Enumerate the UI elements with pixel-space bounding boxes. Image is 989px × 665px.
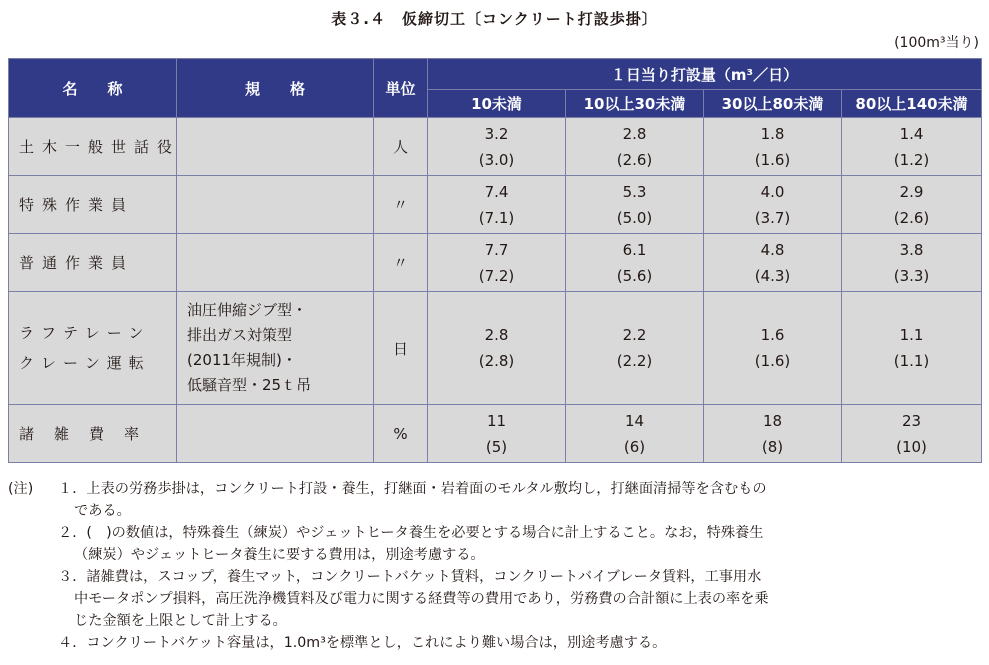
note-2: ２．( )の数値は，特殊養生（練炭）やジェットヒータ養生を必要とする場合に計上すること。なお，特殊養生 xyxy=(58,525,764,541)
table-row xyxy=(9,118,982,176)
cell-value: 5.3 (5.0) xyxy=(566,176,704,234)
cell-value: 2.8 (2.6) xyxy=(566,118,704,176)
cell-value: 1.8 (1.6) xyxy=(704,118,842,176)
unit-note: (100m³当り) xyxy=(894,35,979,51)
note-3-cont: 中モータポンプ損料，高圧洗浄機賃料及び電力に関する経費等の費用であり，労務費の合計額に上表の率を乗 xyxy=(74,591,769,607)
row-unit: 〃 xyxy=(374,234,428,292)
row-unit: % xyxy=(374,405,428,463)
note-3-cont: じた金額を上限として計上する。 xyxy=(74,613,287,629)
cell-value: 2.8 (2.8) xyxy=(428,292,566,405)
row-name: ラフテレーン クレーン運転 xyxy=(9,292,177,405)
header-spec: 規 格 xyxy=(177,59,374,118)
cell-value: 7.4 (7.1) xyxy=(428,176,566,234)
row-name: 諸雑費率 xyxy=(9,405,177,463)
cell-value: 11 (5) xyxy=(428,405,566,463)
row-spec xyxy=(177,118,374,176)
cell-value: 4.0 (3.7) xyxy=(704,176,842,234)
header-col-1: 10未満 xyxy=(428,90,566,118)
table-row xyxy=(9,234,982,292)
cell-value: 7.7 (7.2) xyxy=(428,234,566,292)
table-row xyxy=(9,176,982,234)
row-spec xyxy=(177,405,374,463)
notes xyxy=(8,478,983,654)
header-unit: 単位 xyxy=(374,59,428,118)
row-spec: 油圧伸縮ジブ型・ 排出ガス対策型 (2011年規制)・ 低騒音型・25ｔ吊 xyxy=(177,292,374,405)
header-col-2: 10以上30未満 xyxy=(566,90,704,118)
note-4: ４．コンクリートバケット容量は，1.0m³を標準とし，これにより難い場合は，別途考慮する。 xyxy=(58,635,667,651)
header-name: 名 称 xyxy=(9,59,177,118)
row-unit: 日 xyxy=(374,292,428,405)
header-daily-volume: １日当り打設量（m³／日） xyxy=(428,59,982,90)
header-col-4: 80以上140未満 xyxy=(842,90,982,118)
row-name: 土木一般世話役 xyxy=(9,118,177,176)
cell-value: 2.2 (2.2) xyxy=(566,292,704,405)
cell-value: 14 (6) xyxy=(566,405,704,463)
notes-label: (注) xyxy=(8,481,34,497)
row-unit: 〃 xyxy=(374,176,428,234)
note-1: １．上表の労務歩掛は，コンクリート打設・養生，打継面・岩着面のモルタル敷均し，打継面清掃等を含むもの xyxy=(58,481,767,497)
cell-value: 3.2 (3.0) xyxy=(428,118,566,176)
table-title: 表３.４ 仮締切工〔コンクリート打設歩掛〕 xyxy=(331,10,658,28)
table-row xyxy=(9,292,982,405)
note-2-cont: （練炭）やジェットヒータ養生に要する費用は，別途考慮する。 xyxy=(74,547,485,563)
table-row xyxy=(9,405,982,463)
row-spec xyxy=(177,234,374,292)
cell-value: 1.1 (1.1) xyxy=(842,292,982,405)
row-unit: 人 xyxy=(374,118,428,176)
cell-value: 1.6 (1.6) xyxy=(704,292,842,405)
note-3: ３．諸雑費は，スコップ，養生マット，コンクリートバケット賃料，コンクリートバイブレータ賃料，工事用水 xyxy=(58,569,762,585)
cell-value: 23 (10) xyxy=(842,405,982,463)
cell-value: 4.8 (4.3) xyxy=(704,234,842,292)
note-1-cont: である。 xyxy=(74,503,131,519)
row-name: 普通作業員 xyxy=(9,234,177,292)
cell-value: 6.1 (5.6) xyxy=(566,234,704,292)
row-spec xyxy=(177,176,374,234)
cell-value: 2.9 (2.6) xyxy=(842,176,982,234)
cell-value: 3.8 (3.3) xyxy=(842,234,982,292)
row-name: 特殊作業員 xyxy=(9,176,177,234)
cell-value: 1.4 (1.2) xyxy=(842,118,982,176)
header-col-3: 30以上80未満 xyxy=(704,90,842,118)
cell-value: 18 (8) xyxy=(704,405,842,463)
labor-table xyxy=(8,58,982,463)
